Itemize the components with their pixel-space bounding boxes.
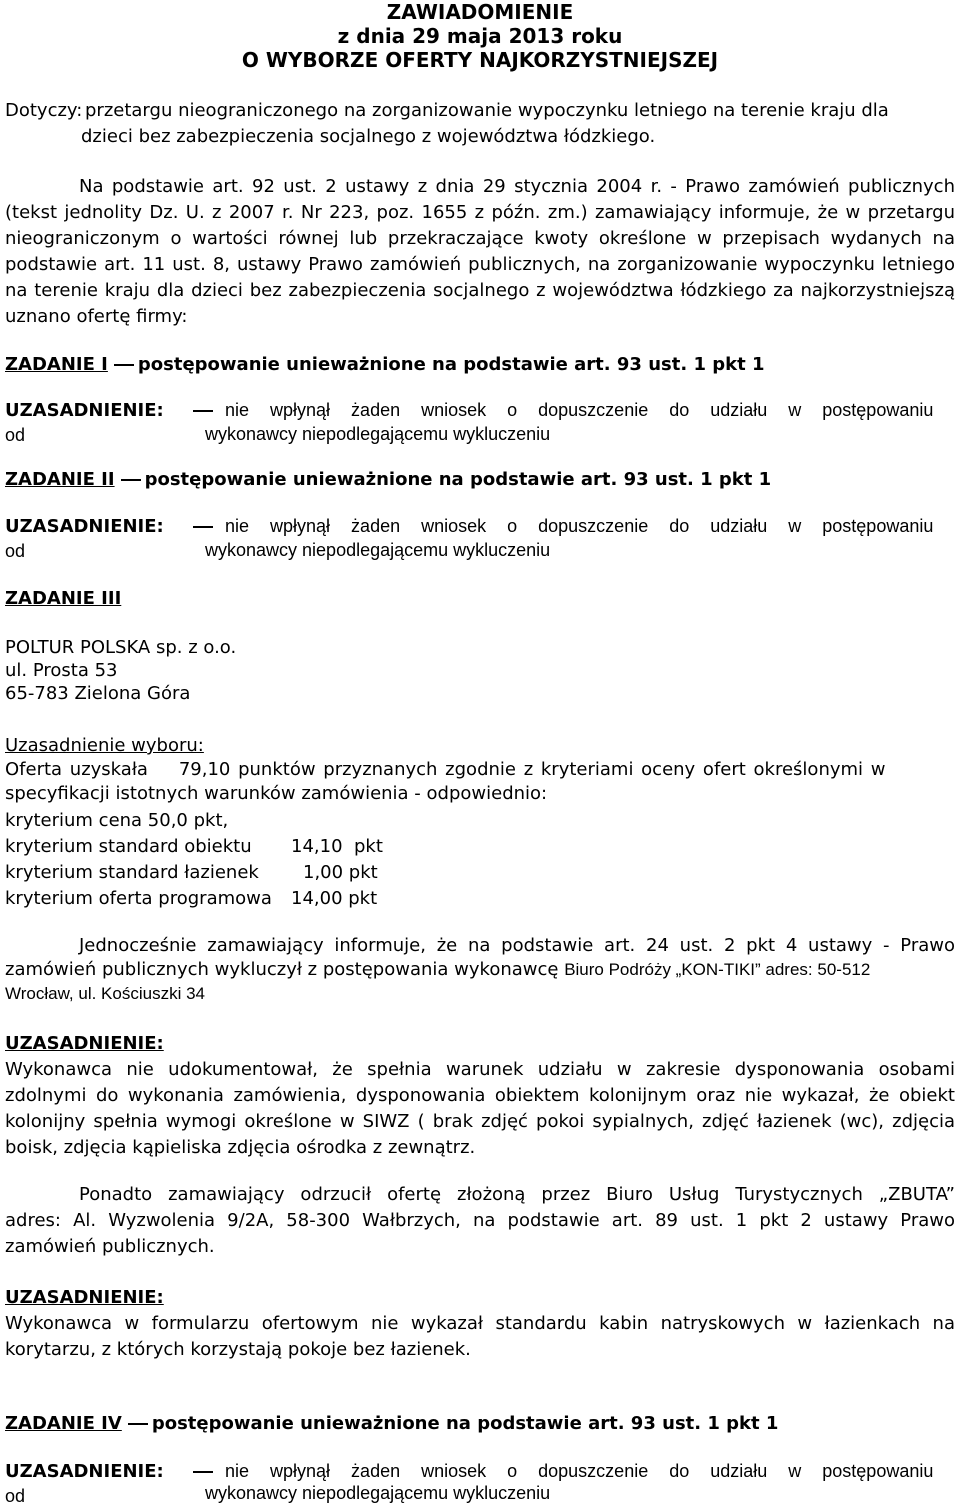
dash-line [128, 1423, 148, 1425]
excluded-contractor-address: Wrocław, ul. Kościuszki 34 [5, 984, 205, 1003]
uzasadnienie-text-line2: wykonawcy niepodlegającemu wykluczeniu [205, 1483, 551, 1503]
winner-address [5, 636, 236, 705]
uzasadnienie-wyboru [5, 734, 955, 806]
oferta-line1: Oferta uzyskała 79,10 punktów przyznanych zgodnie z kryteriami oceny ofert określonymi w [5, 759, 886, 780]
exclusion-kon-tiki [5, 934, 955, 1006]
uzasadnienie-label: UZASADNIENIE: [5, 400, 164, 421]
excluded-contractor: Biuro Podróży „KON-TIKI” adres: 50-512 [564, 960, 871, 979]
dash-line [193, 410, 213, 412]
exclusion-line2 [5, 958, 955, 982]
uzasadnienie-label: UZASADNIENIE: [5, 1461, 164, 1482]
dotyczy-label: Dotyczy: [5, 100, 83, 121]
criterion-name: kryterium standard obiektu [5, 836, 252, 857]
rejection-line: adres: Al. Wyzwolenia 9/2A, 58-300 Wałbrzych, na podstawie art. 89 ust. 1 pkt 2 ustawy Prawo [5, 1210, 955, 1231]
uzasadnienie-line: Wykonawca w formularzu ofertowym nie wykazał standardu kabin natryskowych w łazienkach na [5, 1313, 955, 1334]
dash-line [114, 364, 134, 366]
zadanie-1-number: ZADANIE I [5, 354, 108, 375]
zadanie-3-number: ZADANIE III [5, 588, 122, 609]
criterion-row [5, 834, 383, 860]
doc-subject: O WYBORZE OFERTY NAJKORZYSTNIEJSZEJ [241, 48, 719, 72]
zadanie-3-heading [5, 587, 121, 611]
dotyczy-line1: przetargu nieograniczonego na zorganizowanie wypoczynku letniego na terenie kraju dla [85, 100, 889, 121]
uzasadnienie-text-line1: nie wpłynął żaden wniosek o dopuszczenie do udziału w postępowaniu od [5, 1461, 934, 1506]
criterion-name: kryterium cena 50,0 pkt, [5, 810, 229, 831]
uzasadnienie-line: korytarzu, z których korzystają pokoje bez łazienek. [5, 1339, 471, 1360]
dash-line [193, 1471, 213, 1473]
exclusion-line1: Jednocześnie zamawiający informuje, że na podstawie art. 24 ust. 2 pkt 4 ustawy - Prawo [79, 935, 955, 956]
criterion-value: 1,00 pkt [303, 862, 378, 883]
zadanie-4-status: postępowanie unieważnione na podstawie art. 93 ust. 1 pkt 1 [151, 1413, 779, 1434]
winner-city: 65-783 Zielona Góra [5, 683, 191, 704]
zadanie-2-uzasadnienie [5, 514, 955, 562]
rejection-zbuta [5, 1182, 955, 1260]
main-paragraph: Na podstawie art. 92 ust. 2 ustawy z dnia 29 stycznia 2004 r. - Prawo zamówień publicznych (tekst jednolity Dz. U. z 2007 r. Nr 223, poz. 1655 z późn. zm.) zamawiający informuje, że w przetargu nieograniczonym o wartości równej lub przekraczające kwoty określone w przepisach wydanych na podstawie art. 11 ust. 8, ustawy Prawo zamówień publicznych, na zorganizowanie wypoczynku letniego na terenie kraju dla dzieci bez zabezpieczenia socjalnego z województwa łódzkiego za najkorzystniejszą uznano ofertę firmy: [5, 176, 955, 327]
uzasadnienie-line: kolonijny spełnia wymogi określone w SIWZ ( brak zdjęć pokoi sypialnych, zdjęć łazienek (wc), zdjęcia [5, 1111, 955, 1132]
uzasadnienie-label: UZASADNIENIE: [5, 516, 164, 537]
uzasadnienie-text-line1: nie wpłynął żaden wniosek o dopuszczenie do udziału w postępowaniu od [5, 516, 934, 561]
uzasadnienie-label: UZASADNIENIE: [5, 1033, 164, 1054]
dash-line [193, 526, 213, 528]
oferta-line2: specyfikacji istotnych warunków zamówienia - odpowiednio: [5, 783, 548, 804]
zadanie-4-heading [5, 1412, 778, 1436]
criteria-list [5, 808, 383, 912]
criterion-value: 14,10 pkt [291, 836, 383, 857]
zadanie-1-heading [5, 353, 764, 377]
rejection-line: zamówień publicznych. [5, 1236, 215, 1257]
uzasadnienie-label: UZASADNIENIE: [5, 1287, 164, 1308]
criterion-row [5, 886, 383, 912]
uzasadnienie-line: zdolnymi do wykonania zamówienia, dysponowania obiektem kolonijnym oraz nie wykazał, że obiekt [5, 1085, 955, 1106]
zadanie-4-uzasadnienie [5, 1459, 955, 1507]
zadanie-2-status: postępowanie unieważnione na podstawie art. 93 ust. 1 pkt 1 [144, 469, 772, 490]
uzasadnienie-zbuta [5, 1285, 955, 1363]
winner-firm: POLTUR POLSKA sp. z o.o. [5, 637, 237, 658]
uzasadnienie-text-line1: nie wpłynął żaden wniosek o dopuszczenie do udziału w postępowaniu od [5, 400, 934, 445]
zadanie-1-uzasadnienie [5, 398, 955, 446]
uzasadnienie-line: boisk, zdjęcia kąpieliska zdjęcia ośrodka z zewnątrz. [5, 1137, 476, 1158]
criterion-name: kryterium standard łazienek [5, 862, 259, 883]
zadanie-4-number: ZADANIE IV [5, 1413, 122, 1434]
exclusion-line2-text: zamówień publicznych wykluczył z postępowania wykonawcę [5, 959, 565, 980]
uzasadnienie-line: Wykonawca nie udokumentował, że spełnia warunek udziału w zakresie dysponowania osobami [5, 1059, 955, 1080]
dotyczy-paragraph [5, 98, 955, 150]
doc-date: z dnia 29 maja 2013 roku [337, 24, 623, 48]
zadanie-2-heading [5, 468, 771, 492]
uzasadnienie-wyboru-label: Uzasadnienie wyboru: [5, 735, 204, 756]
criterion-row [5, 808, 383, 834]
criterion-row [5, 860, 383, 886]
rejection-line: Ponadto zamawiający odrzucił ofertę złożoną przez Biuro Usług Turystycznych „ZBUTA” [79, 1184, 955, 1205]
criterion-name: kryterium oferta programowa [5, 888, 272, 909]
uzasadnienie-text-line2: wykonawcy niepodlegającemu wykluczeniu [205, 424, 551, 444]
zadanie-2-number: ZADANIE II [5, 469, 115, 490]
uzasadnienie-kon-tiki [5, 1031, 955, 1161]
dash-line [121, 479, 141, 481]
uzasadnienie-text-line2: wykonawcy niepodlegającemu wykluczeniu [205, 540, 551, 560]
winner-street: ul. Prosta 53 [5, 660, 118, 681]
dotyczy-line2: dzieci bez zabezpieczenia socjalnego z województwa łódzkiego. [81, 126, 656, 147]
zadanie-1-status: postępowanie unieważnione na podstawie art. 93 ust. 1 pkt 1 [137, 354, 765, 375]
criterion-value: 14,00 pkt [291, 888, 378, 909]
doc-title: ZAWIADOMIENIE [386, 0, 574, 24]
